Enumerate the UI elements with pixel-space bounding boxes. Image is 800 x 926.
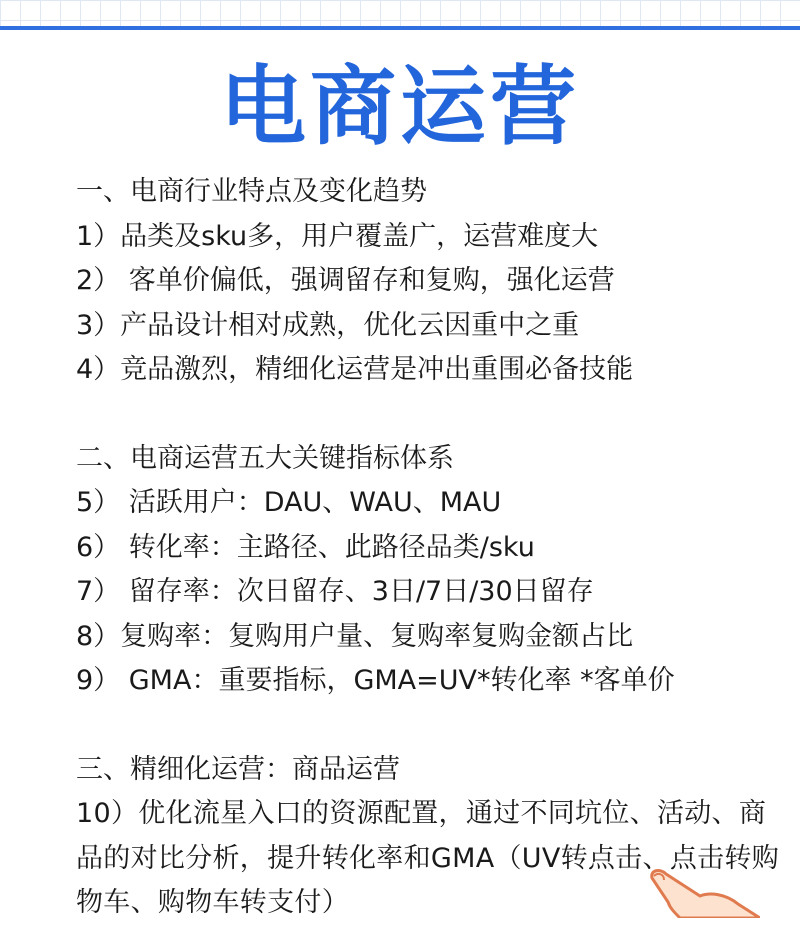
page-title: 电商运营: [220, 57, 580, 157]
pointing-hand-icon: [640, 858, 760, 918]
list-item: 5） 活跃用户：DAU、WAU、MAU: [76, 487, 502, 518]
section-paragraph: 10）优化流星入口的资源配置，通过不同坑位、活动、商品的对比分析，提升转化率和GMA（UV转点击、点击转购物车、购物车转支付）: [76, 798, 780, 918]
article-body: [76, 170, 786, 926]
section-heading-2: 二、电商运营五大关键指标体系: [76, 442, 454, 474]
list-item: 2） 客单价偏低，强调留存和复购，强化运营: [76, 265, 615, 296]
list-item: 1）品类及sku多，用户覆盖广，运营难度大: [76, 220, 599, 252]
section-spacer: [76, 704, 786, 748]
header-divider: [0, 26, 800, 30]
list-item: 9） GMA：重要指标，GMA=UV*转化率 *客单价: [76, 665, 675, 696]
section-heading-1: 一、电商行业特点及变化趋势: [76, 176, 427, 207]
list-item: 7） 留存率：次日留存、3日/7日/30日留存: [76, 576, 594, 607]
section-spacer: [76, 393, 786, 437]
list-item: 8）复购率：复购用户量、复购率复购金额占比: [76, 620, 634, 652]
list-item: 3）产品设计相对成熟，优化云因重中之重: [76, 309, 580, 341]
section-heading-3: 三、精细化运营：商品运营: [76, 753, 400, 785]
list-item: 6） 转化率：主路径、此路径品类/sku: [76, 531, 535, 563]
list-item: 4）竞品激烈，精细化运营是冲出重围必备技能: [76, 354, 634, 385]
grid-paper-header: [0, 0, 800, 26]
